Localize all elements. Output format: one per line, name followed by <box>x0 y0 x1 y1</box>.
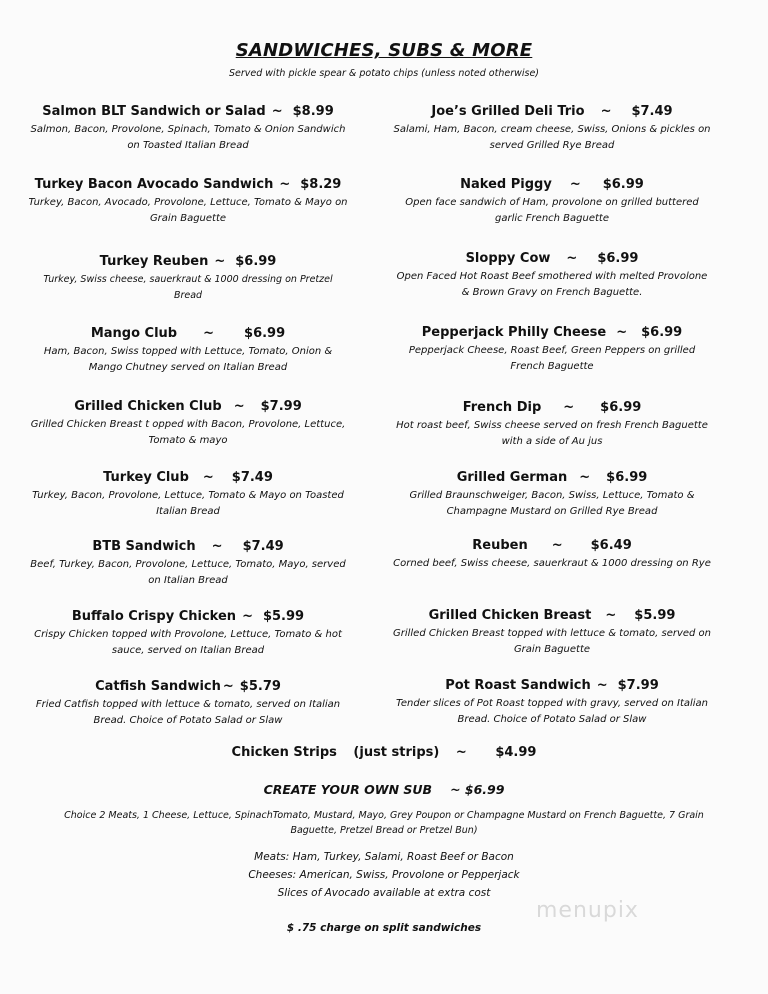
item-name: Turkey Bacon Avocado Sandwich <box>34 177 274 192</box>
menu-item <box>28 609 348 659</box>
item-price: $6.99 <box>641 325 683 340</box>
item-name: Salmon BLT Sandwich or Salad <box>42 104 266 119</box>
tilde: ~ <box>203 326 215 341</box>
item-description: Ham, Bacon, Swiss topped with Lettuce, Tomato, Onion & Mango Chutney served on Italian Bread <box>43 346 333 373</box>
item-price: $7.49 <box>231 470 273 485</box>
menu-item <box>28 470 348 520</box>
item-name: Joe’s Grilled Deli Trio <box>431 104 585 119</box>
item-price: $6.49 <box>590 538 632 553</box>
menu-item <box>28 254 348 304</box>
menu-item <box>392 608 712 658</box>
item-price: $5.99 <box>634 608 676 623</box>
item-description: Turkey, Bacon, Provolone, Lettuce, Tomato & Mayo on Toasted Italian Bread <box>32 490 344 517</box>
item-name: BTB Sandwich <box>92 539 196 554</box>
create-your-own-title: CREATE YOUR OWN SUB <box>263 782 433 797</box>
item-description: Fried Catfish topped with lettuce & tomato, served on Italian Bread. Choice of Potato Salad or Slaw <box>35 699 341 726</box>
tilde: ~ <box>202 470 214 485</box>
tilde: ~ <box>242 609 253 624</box>
tilde: ~ <box>600 104 612 119</box>
item-description: Hot roast beef, Swiss cheese served on fresh French Baguette with a side of Au jus <box>396 420 708 447</box>
meats-line: Meats: Ham, Turkey, Salami, Roast Beef or Bacon <box>254 851 514 863</box>
item-price: $6.99 <box>235 254 277 269</box>
tilde: ~ <box>605 608 617 623</box>
item-description: Open face sandwich of Ham, provolone on grilled buttered garlic French Baguette <box>405 197 699 224</box>
item-description: Grilled Chicken Breast topped with lettuce & tomato, served on Grain Baguette <box>392 628 712 655</box>
avocado-line: Slices of Avocado available at extra cost <box>277 887 491 899</box>
menu-item <box>392 400 712 450</box>
item-description: Open Faced Hot Roast Beef smothered with melted Provolone & Brown Gravy on French Baguette. <box>396 271 708 298</box>
item-description: Turkey, Swiss cheese, sauerkraut & 1000 dressing on Pretzel Bread <box>43 274 333 301</box>
menu-item <box>28 326 348 376</box>
tilde: ~ <box>455 745 467 760</box>
item-price: $6.99 <box>244 326 286 341</box>
menu-item <box>28 104 348 154</box>
item-name: Grilled Chicken Club <box>74 399 222 414</box>
item-name: Catfish Sandwich <box>95 679 221 694</box>
item-price: $7.99 <box>617 678 659 693</box>
item-name: Grilled Chicken Breast <box>428 608 592 623</box>
menu-item <box>28 399 348 449</box>
create-your-own-options <box>0 848 768 902</box>
item-price: $6.99 <box>602 177 644 192</box>
tilde: ~ <box>279 177 291 192</box>
item-price: $5.99 <box>262 609 305 624</box>
menu-item <box>392 104 712 154</box>
menupix-watermark: menupix <box>536 898 639 923</box>
tilde: ~ <box>596 678 608 693</box>
chicken-strips-note: (just strips) <box>353 745 440 760</box>
menu-item <box>28 539 348 589</box>
item-description: Corned beef, Swiss cheese, sauerkraut & 1000 dressing on Rye <box>393 558 711 569</box>
item-name: Pot Roast Sandwich <box>445 678 591 693</box>
create-your-own-choices: Choice 2 Meats, 1 Cheese, Lettuce, SpinachTomato, Mustard, Mayo, Grey Poupon or Champagne Mustard on French Baguette, 7 Grain Baguette, Pretzel Bread or Pretzel Bun) <box>64 810 704 836</box>
tilde: ~ <box>211 539 223 554</box>
tilde: ~ <box>616 325 628 340</box>
item-description: Tender slices of Pot Roast topped with gravy, served on Italian Bread. Choice of Potato Salad or Slaw <box>395 698 709 725</box>
create-your-own-heading <box>0 782 768 797</box>
item-price: $8.99 <box>292 104 334 119</box>
item-price: $5.79 <box>239 679 281 694</box>
tilde: ~ <box>214 254 226 269</box>
tilde: ~ <box>566 251 578 266</box>
menu-item <box>392 325 712 375</box>
item-description: Grilled Braunschweiger, Bacon, Swiss, Lettuce, Tomato & Champagne Mustard on Grilled Rye Bread <box>409 490 695 517</box>
item-price: $6.99 <box>600 400 642 415</box>
item-price: $7.99 <box>260 399 302 414</box>
chicken-strips-price: $4.99 <box>495 745 537 760</box>
item-description: Pepperjack Cheese, Roast Beef, Green Peppers on grilled French Baguette <box>408 345 696 372</box>
menu-item <box>392 470 712 520</box>
chicken-strips-name: Chicken Strips <box>231 745 337 760</box>
item-description: Grilled Chicken Breast t opped with Bacon, Provolone, Lettuce, Tomato & mayo <box>30 419 346 446</box>
item-price: $6.99 <box>597 251 639 266</box>
item-name: Sloppy Cow <box>465 251 551 266</box>
cheeses-line: Cheeses: American, Swiss, Provolone or Pepperjack <box>248 869 520 881</box>
item-name: Naked Piggy <box>460 177 552 192</box>
item-description: Turkey, Bacon, Avocado, Provolone, Lettuce, Tomato & Mayo on Grain Baguette <box>28 197 348 224</box>
item-name: Reuben <box>472 538 528 553</box>
chicken-strips-line <box>0 745 768 760</box>
item-name: Turkey Reuben <box>99 254 209 269</box>
item-name: Grilled German <box>456 470 568 485</box>
item-price: $7.49 <box>631 104 673 119</box>
tilde: ~ <box>551 538 563 553</box>
item-description: Beef, Turkey, Bacon, Provolone, Lettuce, Tomato, Mayo, served on Italian Bread <box>30 559 346 586</box>
tilde: ~ <box>271 104 283 119</box>
item-name: Pepperjack Philly Cheese <box>421 325 607 340</box>
tilde: ~ <box>579 470 591 485</box>
menu-item <box>392 538 712 572</box>
item-price: $6.99 <box>606 470 648 485</box>
item-description: Salmon, Bacon, Provolone, Spinach, Tomato & Onion Sandwich on Toasted Italian Bread <box>30 124 346 151</box>
split-charge-note: $ .75 charge on split sandwiches <box>286 922 482 934</box>
create-your-own-price: ~ $6.99 <box>450 782 505 797</box>
tilde: ~ <box>222 679 234 694</box>
menu-item <box>392 678 712 728</box>
item-price: $8.29 <box>300 177 342 192</box>
item-description: Crispy Chicken topped with Provolone, Lettuce, Tomato & hot sauce, served on Italian Bread <box>34 629 342 656</box>
item-name: Turkey Club <box>103 470 189 485</box>
item-price: $7.49 <box>242 539 284 554</box>
menu-item <box>28 679 348 729</box>
item-name: Buffalo Crispy Chicken <box>71 609 237 624</box>
page-subtitle: Served with pickle spear & potato chips (unless noted otherwise) <box>228 68 540 79</box>
item-description: Salami, Ham, Bacon, cream cheese, Swiss, Onions & pickles on served Grilled Rye Bread <box>393 124 711 151</box>
tilde: ~ <box>233 399 245 414</box>
menu-item <box>28 177 348 227</box>
tilde: ~ <box>569 177 581 192</box>
item-name: Mango Club <box>90 326 178 341</box>
item-name: French Dip <box>462 400 542 415</box>
tilde: ~ <box>563 400 575 415</box>
page-title: SANDWICHES, SUBS & MORE <box>235 40 533 61</box>
menu-item <box>392 177 712 227</box>
menu-item <box>392 251 712 301</box>
